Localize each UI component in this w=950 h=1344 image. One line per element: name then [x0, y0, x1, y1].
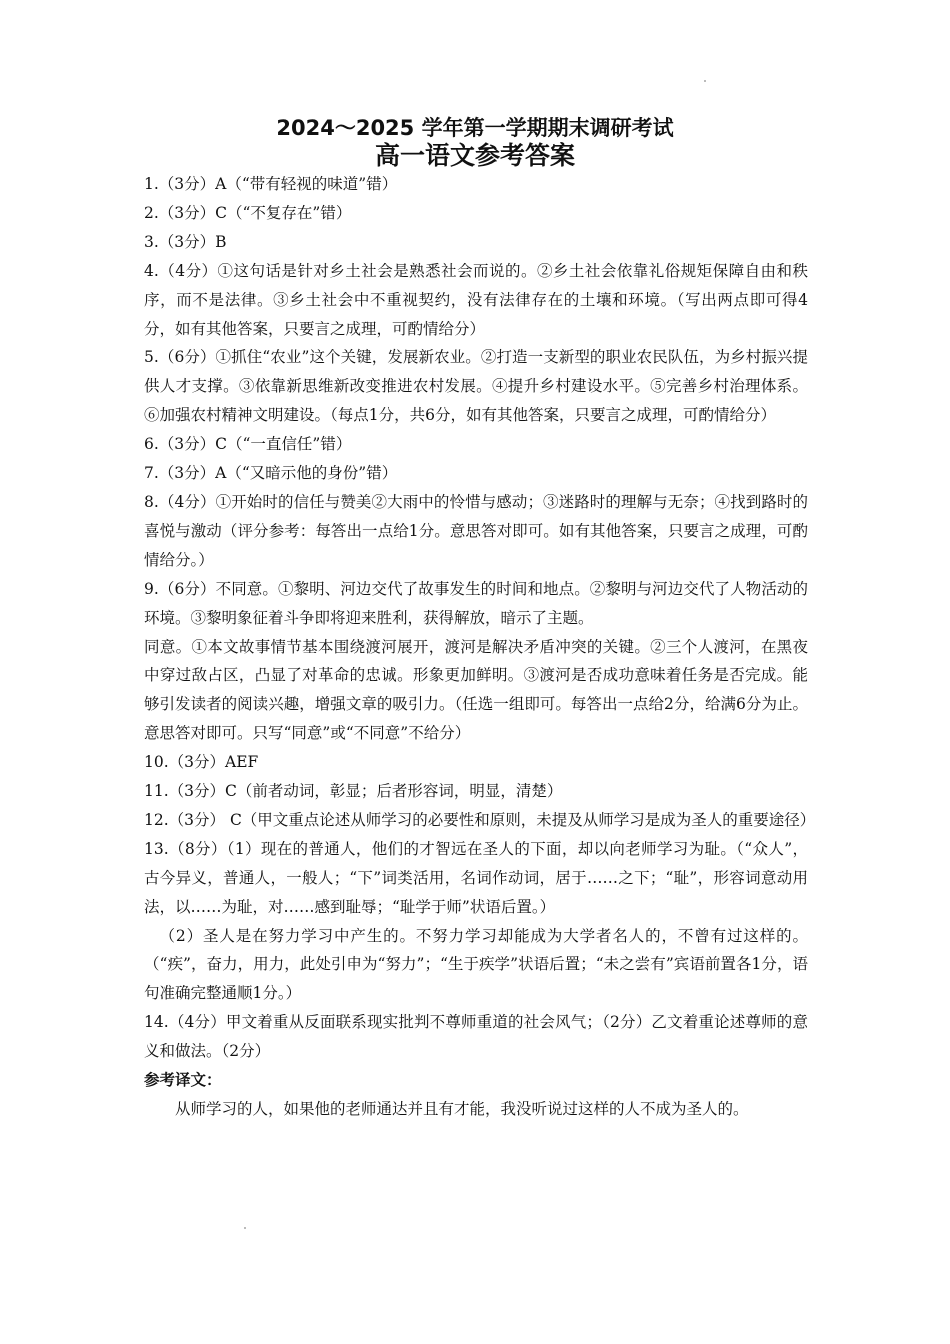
answer-list: [144, 170, 816, 1124]
answer-4: 4.（4分）①这句话是针对乡土社会是熟悉社会而说的。②乡土社会依靠礼俗规矩保障自由和秩序，而不是法律。③乡土社会中不重视契约，没有法律存在的土壤和环境。（写出两点即可得4分，如有其他答案，只要言之成理，可酌情给分）: [144, 261, 808, 338]
answer-9-disagree: 9.（6分）不同意。①黎明、河边交代了故事发生的时间和地点。②黎明与河边交代了人物活动的环境。③黎明象征着斗争即将迎来胜利，获得解放，暗示了主题。: [144, 579, 808, 627]
answer-8: 8.（4分）①开始时的信任与赞美②大雨中的怜惜与感动；③迷路时的理解与无奈；④找到路时的喜悦与激动（评分参考：每答出一点给1分。意思答对即可。如有其他答案，只要言之成理，可酌情给分。）: [144, 492, 808, 569]
answer-9-agree: 同意。①本文故事情节基本围绕渡河展开，渡河是解决矛盾冲突的关键。②三个人渡河，在黑夜中穿过敌占区，凸显了对革命的忠诚。形象更加鲜明。③渡河是否成功意味着任务是否完成。能够引发读者的阅读兴趣，增强文章的吸引力。（任选一组即可。每答出一点给2分，给满6分为止。意思答对即可。只写“同意”或“不同意”不给分）: [144, 637, 808, 743]
answer-10: 10.（3分）AEF: [144, 753, 259, 772]
translation-heading: 参考译文：: [144, 1071, 222, 1090]
scan-dot: [244, 1227, 246, 1229]
answer-key-title: 高一语文参考答案: [374, 141, 575, 170]
answer-1: 1.（3分）A（“带有轻视的味道”错）: [144, 175, 398, 193]
answer-13-part-1: 13.（8分）（1）现在的普通人，他们的才智远在圣人的下面，却以向老师学习为耻。（“众人”，古今异义，普通人，一般人；“下”词类活用，名词作动词，居于……之下；“耻”，形容词意动用法，以……为耻，对……感到耻辱；“耻学于师”状语后置。）: [144, 839, 808, 916]
answer-11: 11.（3分）C（前者动词，彰显；后者形容词，明显，清楚）: [144, 782, 563, 801]
answer-2: 2.（3分）C（“不复存在”错）: [144, 203, 352, 222]
answer-7: 7.（3分）A（“又暗示他的身份”错）: [144, 464, 398, 483]
translation-text: 从师学习的人，如果他的老师通达并且有才能，我没听说过这样的人不成为圣人的。: [175, 1100, 749, 1118]
scan-dot: [704, 80, 706, 82]
answer-13-part-2: （2）圣人是在努力学习中产生的。不努力学习却能成为大学者名人的，不曾有过这样的。（“疾”，奋力，用力，此处引申为“努力”；“生于疾学”状语后置；“未之尝有”宾语前置各1分，语句准确完整通顺1分。）: [144, 926, 808, 1003]
answer-3: 3.（3分）B: [144, 232, 227, 251]
answer-5: 5.（6分）①抓住“农业”这个关键，发展新农业。②打造一支新型的职业农民队伍，为乡村振兴提供人才支撑。③依靠新思维新改变推进农村发展。④提升乡村建设水平。⑤完善乡村治理体系。⑥加强农村精神文明建设。（每点1分，共6分，如有其他答案，只要言之成理，可酌情给分）: [144, 348, 808, 425]
answer-12: 12.（3分） C（甲文重点论述从师学习的必要性和原则，未提及从师学习是成为圣人的重要途径）: [144, 810, 816, 829]
exam-title: 2024～2025 学年第一学期期末调研考试: [276, 116, 674, 140]
answer-6: 6.（3分）C（“一直信任”错）: [144, 435, 352, 454]
answer-14: 14.（4分）甲文着重从反面联系现实批判不尊师重道的社会风气；（2分）乙文着重论述尊师的意义和做法。（2分）: [144, 1013, 808, 1061]
